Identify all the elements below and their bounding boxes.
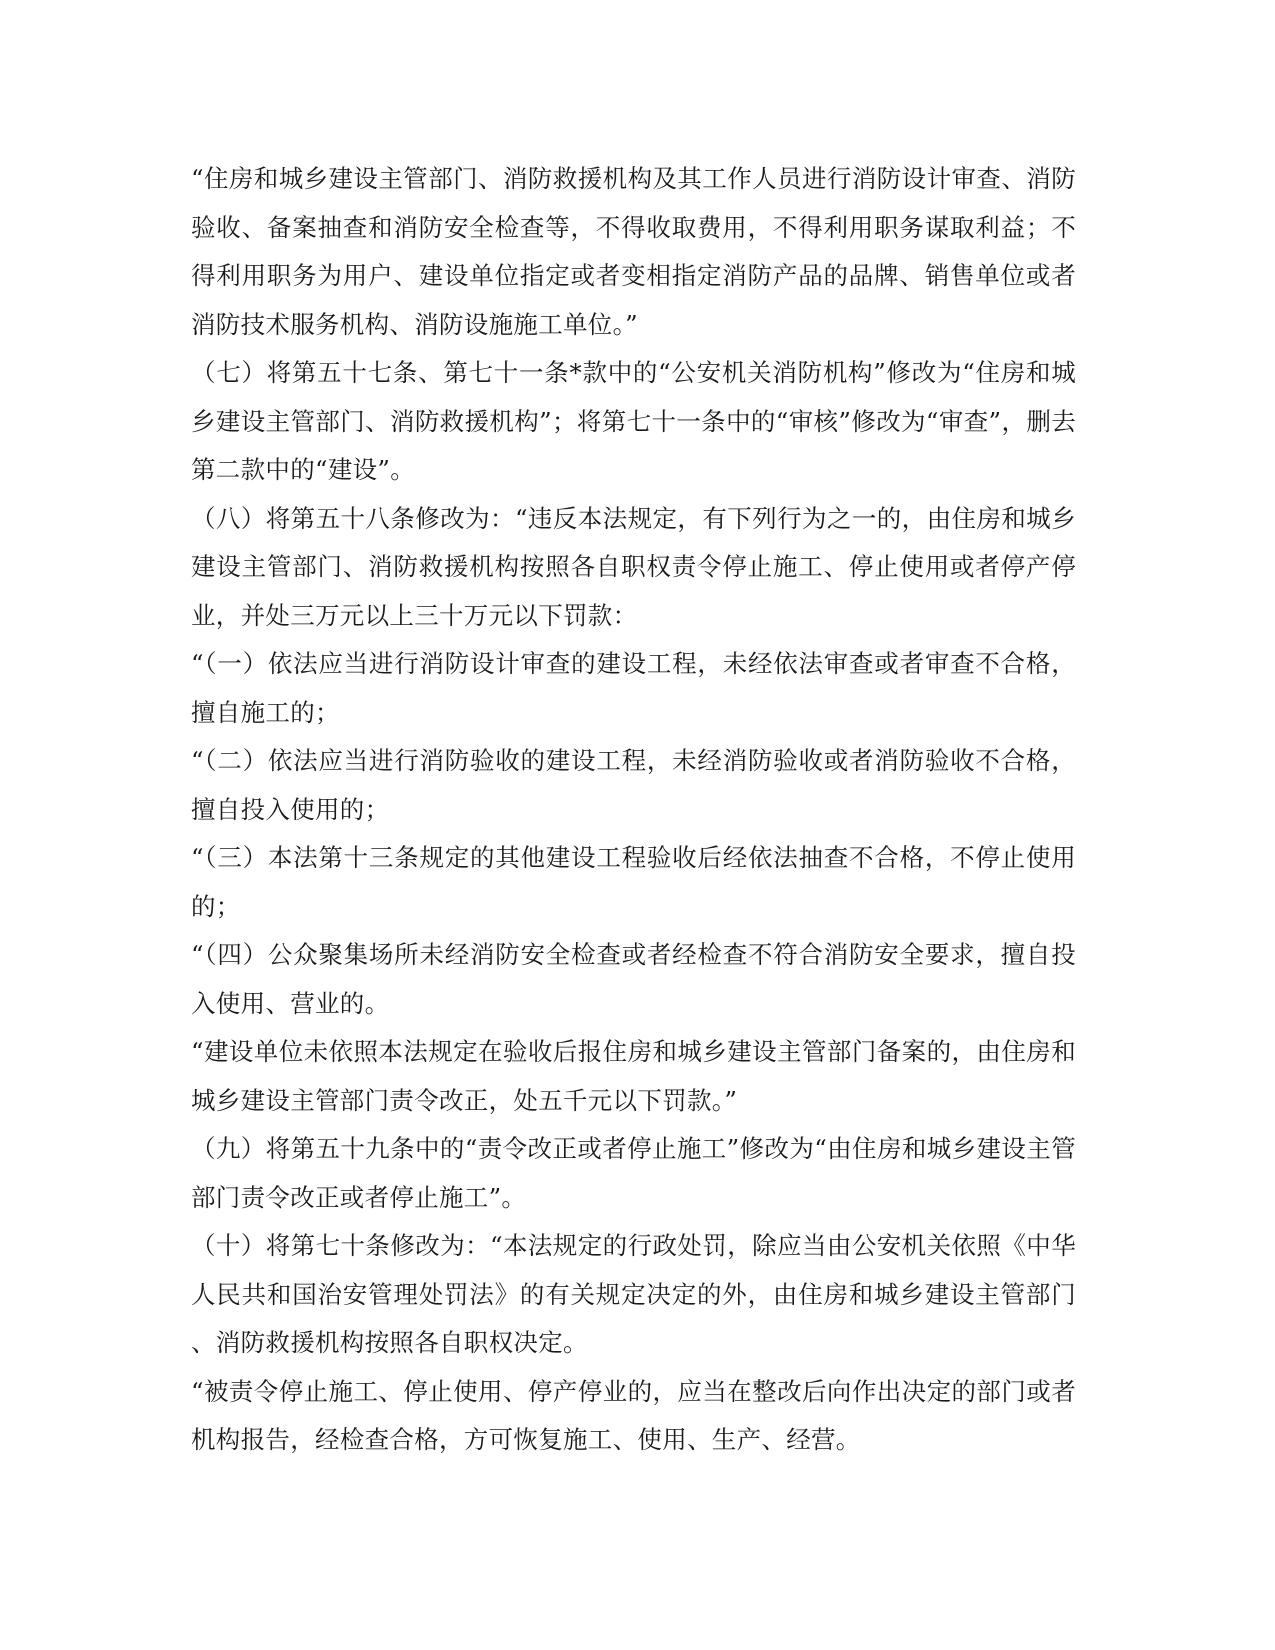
paragraph-subitem-2: “（二）依法应当进行消防验收的建设工程，未经消防验收或者消防验收不合格，擅自投入使用的； — [191, 746, 1076, 824]
paragraph-item-8: （八）将第五十八条修改为：“违反本法规定，有下列行为之一的，由住房和城乡建设主管部门、消防救援机构按照各自职权责令停止施工、停止使用或者停产停业，并处三万元以上三十万元以下罚款： — [191, 503, 1076, 630]
paragraph-item-9: （九）将第五十九条中的“责令改正或者停止施工”修改为“由住房和城乡建设主管部门责令改正或者停止施工”。 — [191, 1134, 1076, 1212]
paragraph-item-10: （十）将第七十条修改为：“本法规定的行政处罚，除应当由公安机关依照《中华人民共和国治安管理处罚法》的有关规定决定的外，由住房和城乡建设主管部门、消防救援机构按照各自职权决定。 — [191, 1231, 1076, 1357]
paragraph-fee-prohibition: “住房和城乡建设主管部门、消防救援机构及其工作人员进行消防设计审查、消防验收、备案抽查和消防安全检查等，不得收取费用，不得利用职务谋取利益；不得利用职务为用户、建设单位指定或者变相指定消防产品的品牌、销售单位或者消防技术服务机构、消防设施施工单位。” — [191, 164, 1076, 339]
document-body — [191, 155, 1076, 1465]
paragraph-subitem-3: “（三）本法第十三条规定的其他建设工程验收后经依法抽查不合格，不停止使用的； — [191, 843, 1076, 921]
paragraph-filing-penalty: “建设单位未依照本法规定在验收后报住房和城乡建设主管部门备案的，由住房和城乡建设主管部门责令改正，处五千元以下罚款。” — [191, 1037, 1076, 1115]
paragraph-rectification: “被责令停止施工、停止使用、停产停业的，应当在整改后向作出决定的部门或者机构报告，经检查合格，方可恢复施工、使用、生产、经营。 — [191, 1376, 1076, 1454]
paragraph-subitem-4: “（四）公众聚集场所未经消防安全检查或者经检查不符合消防安全要求，擅自投入使用、营业的。 — [191, 940, 1076, 1018]
paragraph-item-7: （七）将第五十七条、第七十一条*款中的“公安机关消防机构”修改为“住房和城乡建设主管部门、消防救援机构”；将第七十一条中的“审核”修改为“审查”，删去第二款中的“建设”。 — [191, 358, 1076, 484]
paragraph-subitem-1: “（一）依法应当进行消防设计审查的建设工程，未经依法审查或者审查不合格，擅自施工的； — [191, 649, 1076, 727]
